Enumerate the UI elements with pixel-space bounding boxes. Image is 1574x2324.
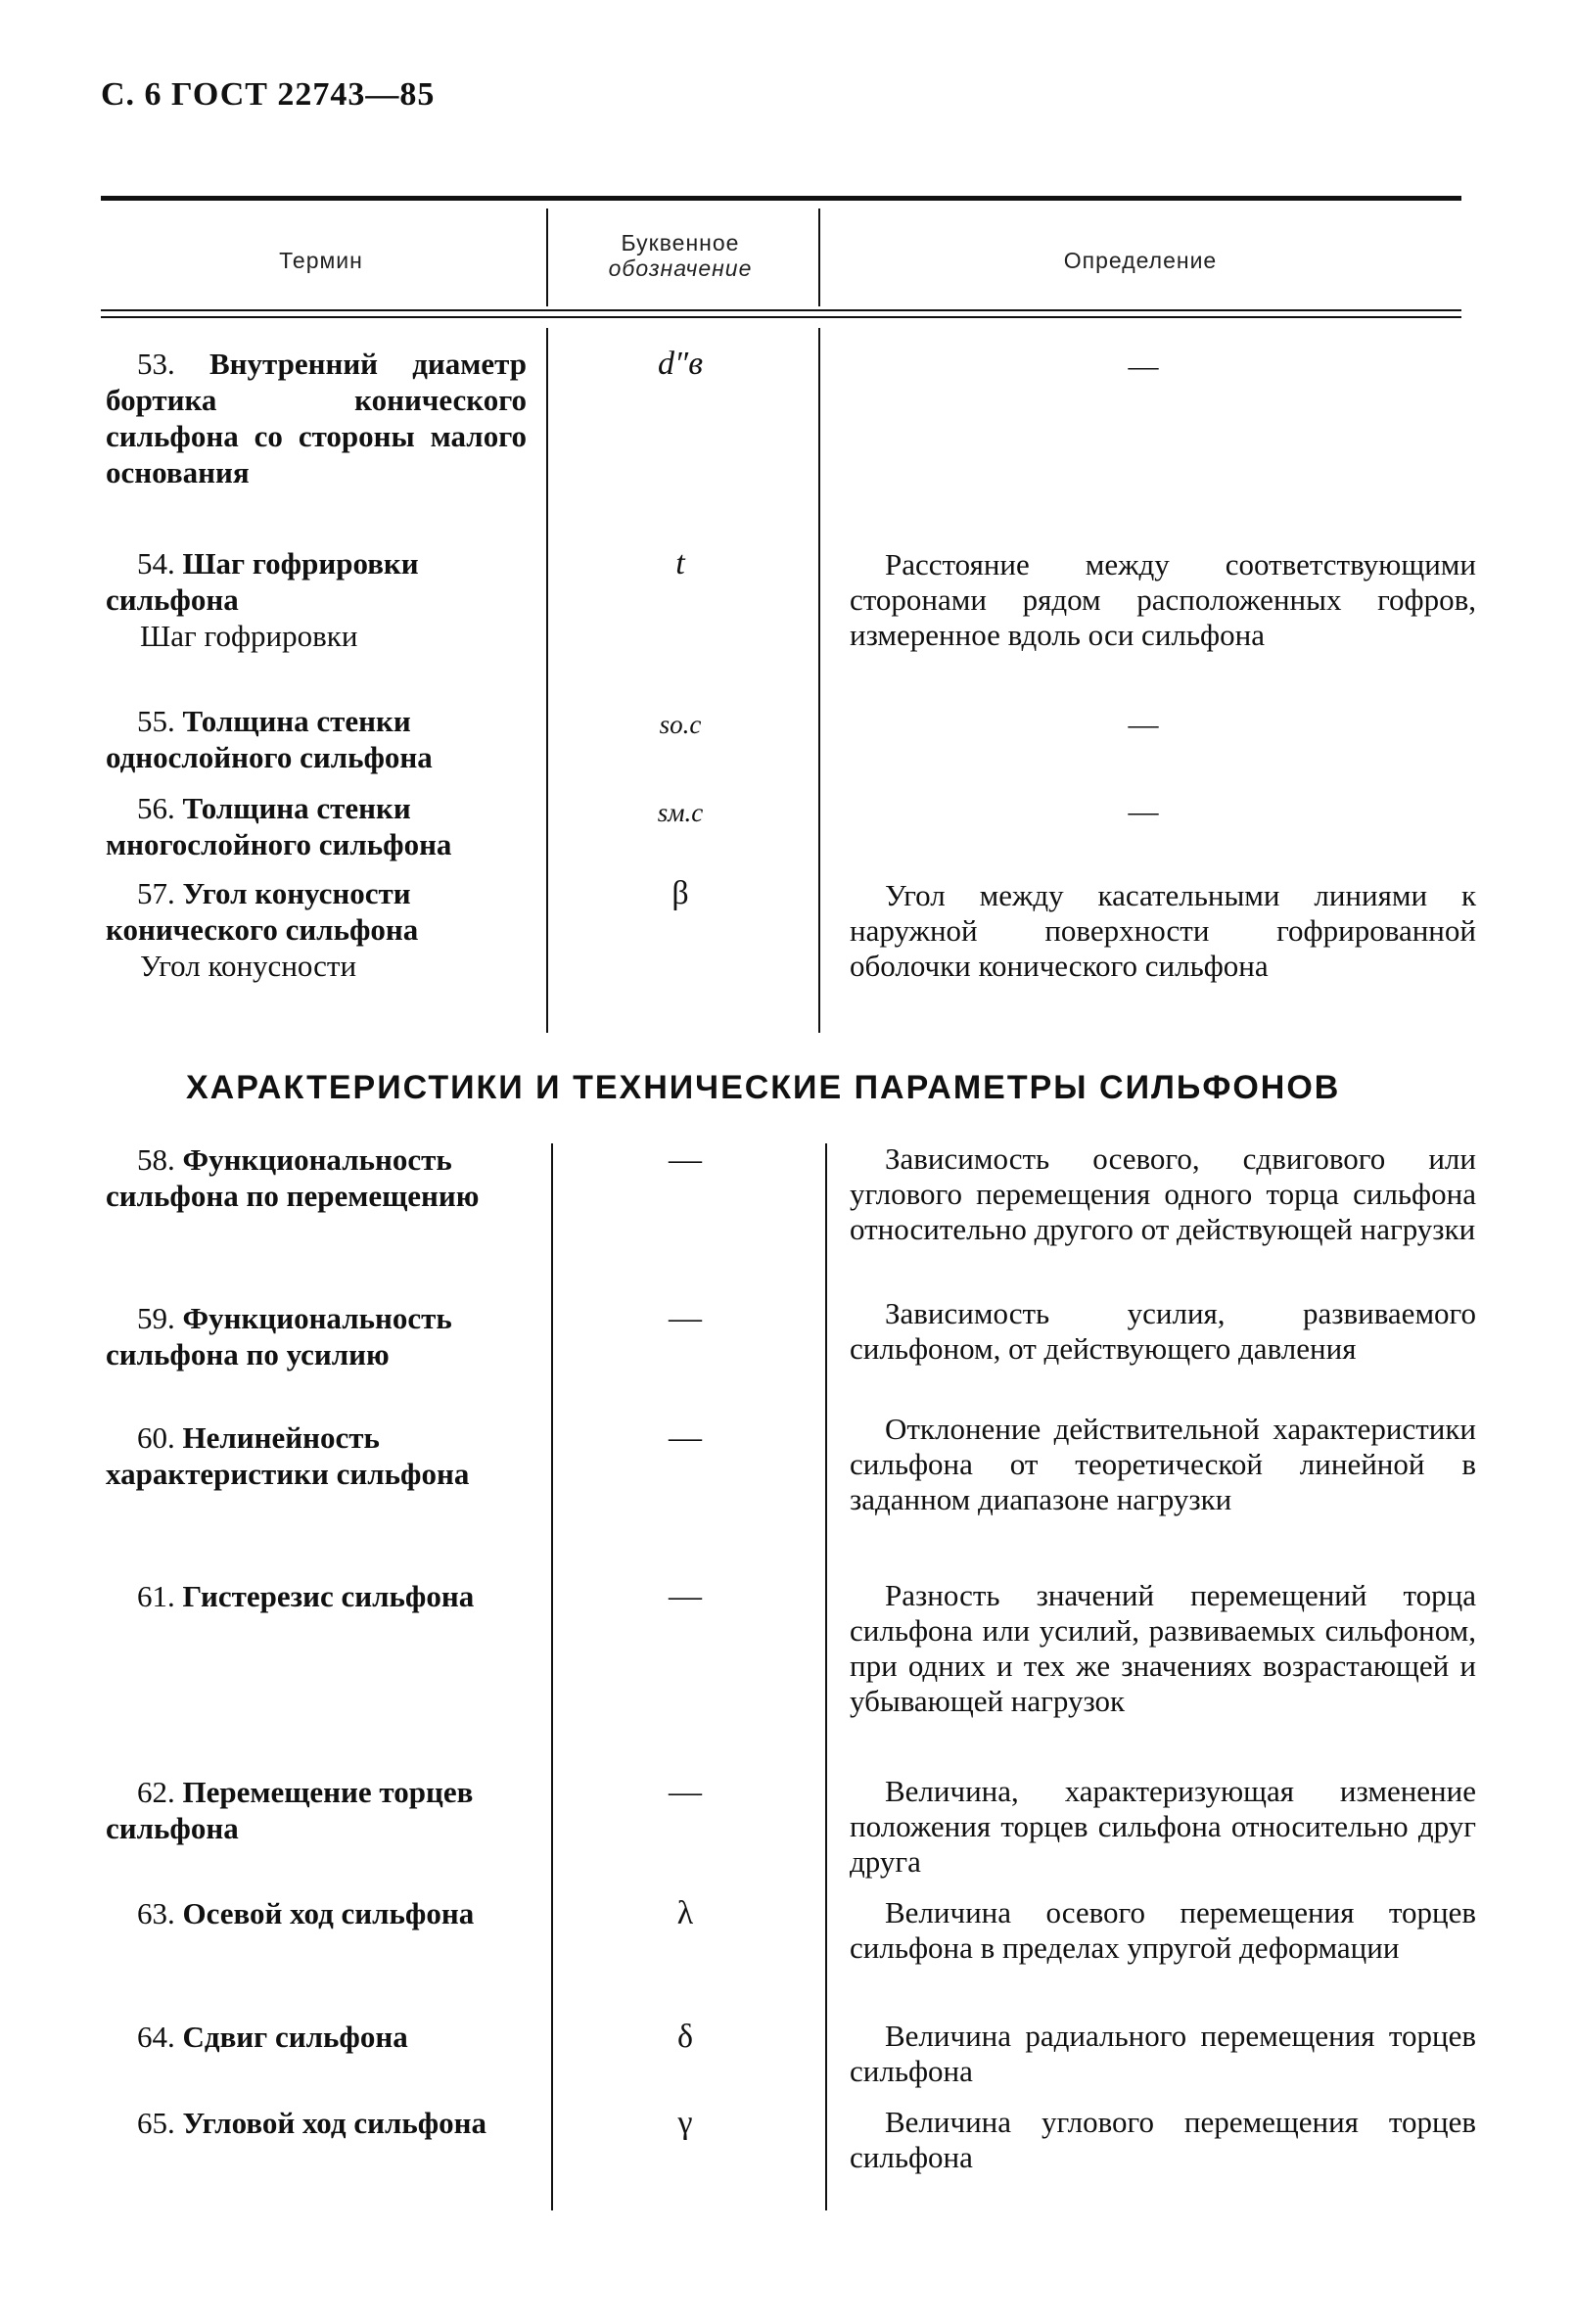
column-header-symbol-line2: обозначение (608, 256, 753, 281)
column-divider-1 (546, 328, 548, 1033)
term-row-62 (106, 1774, 536, 1846)
term-number: 62. (137, 1775, 175, 1809)
symbol-row-63: λ (676, 1895, 694, 1931)
definition-row-61: Разность значений перемещений торца сильфона или усилий, развиваемых сильфоном, при одних и тех же значениях возрастающей и убывающей нагрузок (850, 1578, 1476, 1718)
symbol-row-53: d″в (658, 346, 703, 382)
term-row-59 (106, 1300, 536, 1372)
term-number: 60. (137, 1420, 175, 1455)
symbol-row-62: — (669, 1774, 702, 1810)
term-number: 61. (137, 1579, 175, 1613)
term-row-55 (106, 703, 536, 775)
header-rule-upper (101, 309, 1461, 311)
term-row-65 (106, 2105, 536, 2141)
term-number: 55. (137, 704, 175, 738)
symbol-row-61: — (669, 1578, 702, 1614)
definition-row-53: — (1128, 349, 1159, 383)
definition-row-63: Величина осевого перемещения торцев сильфона в пределах упругой деформации (850, 1895, 1476, 1965)
column-divider-2 (818, 328, 820, 1033)
definition-row-55: — (1128, 707, 1159, 741)
term-text: Сдвиг сильфона (182, 2020, 408, 2054)
symbol-row-58: — (669, 1141, 702, 1178)
term-text: Гистерезис сильфона (182, 1579, 475, 1613)
definition-row-64: Величина радиального перемещения торцев сильфона (850, 2019, 1476, 2088)
definition-row-59: Зависимость усилия, развиваемого сильфоном, от действующего давления (850, 1296, 1476, 1366)
term-row-63 (106, 1895, 536, 1931)
term-text: Толщина стенки многослойного сильфона (106, 791, 452, 861)
definition-row-57: Угол между касательными линиями к наружной поверхности гофрированной оболочки конического сильфона (850, 878, 1476, 983)
term-row-56 (106, 790, 536, 862)
definition-row-62: Величина, характеризующая изменение положения торцев сильфона относительно друг друга (850, 1774, 1476, 1879)
term-number: 56. (137, 791, 175, 825)
term-alt: Шаг гофрировки (140, 619, 358, 653)
symbol-row-54: t (675, 545, 685, 581)
term-row-64 (106, 2019, 536, 2055)
term-number: 64. (137, 2020, 175, 2054)
section-title: ХАРАКТЕРИСТИКИ И ТЕХНИЧЕСКИЕ ПАРАМЕТРЫ СИЛЬФОНОВ (186, 1069, 1341, 1106)
term-text: Функциональность сильфона по усилию (106, 1301, 452, 1371)
term-row-54 (106, 545, 536, 654)
term-number: 54. (137, 546, 175, 581)
table-top-rule (101, 196, 1461, 201)
definition-row-58: Зависимость осевого, сдвигового или углового перемещения одного торца сильфона относительно другого от действующей нагрузки (850, 1141, 1476, 1246)
symbol-row-64: δ (676, 2019, 694, 2055)
symbol-row-65: γ (677, 2105, 693, 2141)
page-header: С. 6 ГОСТ 22743—85 (101, 76, 436, 113)
term-number: 57. (137, 876, 175, 910)
term-row-57 (106, 875, 536, 984)
term-number: 59. (137, 1301, 175, 1335)
term-row-58 (106, 1141, 536, 1214)
term-text: Толщина стенки однослойного сильфона (106, 704, 433, 774)
term-number: 53. (137, 347, 175, 381)
column-header-symbol-line1: Буквенное (621, 230, 740, 256)
term-text: Осевой ход сильфона (182, 1896, 475, 1930)
term-text: Функциональность сильфона по перемещению (106, 1142, 480, 1213)
term-number: 58. (137, 1142, 175, 1177)
symbol-row-59: — (669, 1300, 702, 1336)
definition-row-60: Отклонение действительной характеристики сильфона от теоретической линейной в заданном диапазоне нагрузки (850, 1412, 1476, 1516)
symbol-row-55: sо.с (659, 710, 702, 739)
column-header-term: Термин (279, 248, 363, 273)
term-row-61 (106, 1578, 536, 1614)
term-text: Нелинейность характеристики сильфона (106, 1420, 470, 1491)
definition-row-65: Величина углового перемещения торцев сильфона (850, 2105, 1476, 2174)
term-text: Перемещение торцев сильфона (106, 1775, 474, 1845)
term-number: 63. (137, 1896, 175, 1930)
header-rule-lower (101, 316, 1461, 318)
term-alt: Угол конусности (140, 949, 357, 983)
term-text: Угловой ход сильфона (182, 2106, 487, 2140)
definition-row-56: — (1128, 794, 1159, 828)
symbol-row-57: β (671, 875, 689, 911)
column-divider-1 (546, 209, 548, 306)
term-number: 65. (137, 2106, 175, 2140)
term-text: Шаг гофрировки сильфона (106, 546, 419, 617)
term-text: Угол конусности конического сильфона (106, 876, 419, 947)
term-row-60 (106, 1419, 536, 1492)
term-row-53 (106, 346, 536, 490)
column-divider-2 (818, 209, 820, 306)
symbol-row-56: sм.с (657, 798, 704, 827)
symbol-row-60: — (669, 1419, 702, 1456)
column-divider-2 (825, 1143, 827, 2210)
definition-row-54: Расстояние между соответствующими сторонами рядом расположенных гофров, измеренное вдоль оси сильфона (850, 547, 1476, 652)
term-text: Внутренний диаметр бортика конического сильфона со стороны малого основания (106, 347, 528, 489)
column-header-symbol (548, 230, 812, 281)
column-header-definition: Определение (1063, 248, 1218, 273)
